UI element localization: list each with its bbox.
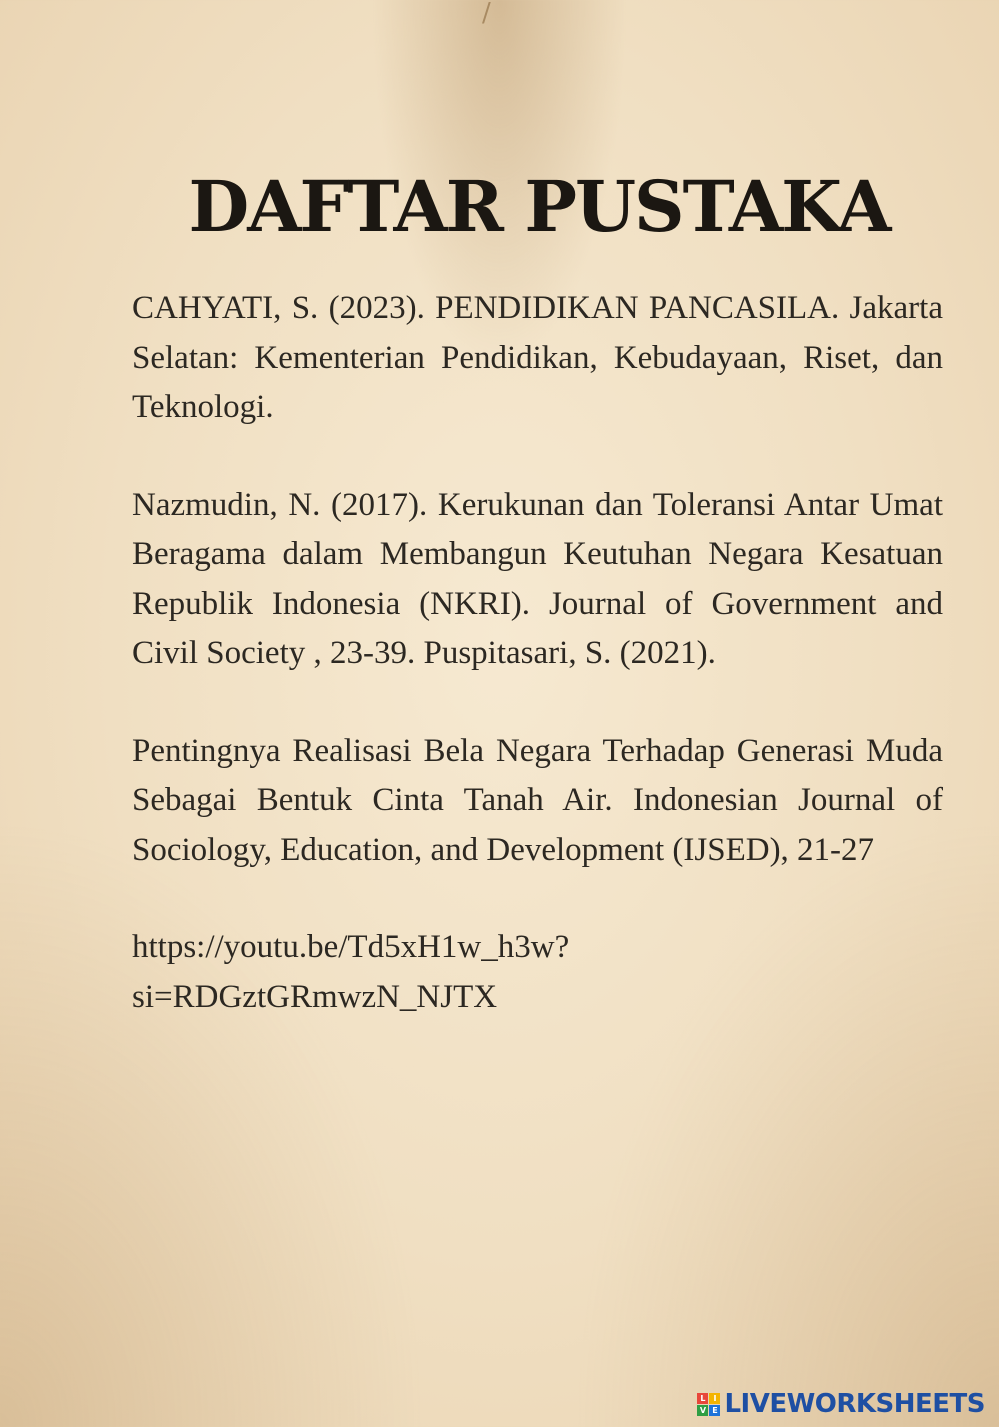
paper-crease-mark: / bbox=[482, 0, 491, 28]
logo-letter-v: V bbox=[697, 1405, 708, 1416]
brand-name: LIVEWORKSHEETS bbox=[724, 1389, 985, 1419]
reference-entry-2: Nazmudin, N. (2017). Kerukunan dan Toleransi Antar Umat Beragama dalam Membangun Keutuhan Negara Kesatuan Republik Indonesia (NKRI). Journal of Government and Civil Society , 23-39. Puspitasari, S. (2021). bbox=[132, 486, 943, 671]
liveworksheets-watermark bbox=[697, 1387, 985, 1421]
youtube-link-line-2[interactable]: si=RDGztGRmwzN_NJTX bbox=[132, 978, 498, 1015]
logo-letter-e: E bbox=[709, 1405, 720, 1416]
logo-letter-i: I bbox=[709, 1393, 720, 1404]
reference-entry-1: CAHYATI, S. (2023). PENDIDIKAN PANCASILA. Jakarta Selatan: Kementerian Pendidikan, Kebudayaan, Riset, dan Teknologi. bbox=[132, 290, 943, 425]
youtube-link[interactable] bbox=[132, 923, 943, 1022]
reference-entry-3: Pentingnya Realisasi Bela Negara Terhadap Generasi Muda Sebagai Bentuk Cinta Tanah Air. Indonesian Journal of Sociology, Education, and Development (IJSED), 21-27 bbox=[132, 732, 943, 868]
youtube-link-line-1[interactable]: https://youtu.be/Td5xH1w_h3w? bbox=[132, 929, 570, 965]
reference-list bbox=[132, 284, 943, 1022]
liveworksheets-logo-icon bbox=[697, 1393, 720, 1416]
page-title: DAFTAR PUSTAKA bbox=[188, 165, 890, 248]
logo-letter-l: L bbox=[697, 1393, 708, 1404]
